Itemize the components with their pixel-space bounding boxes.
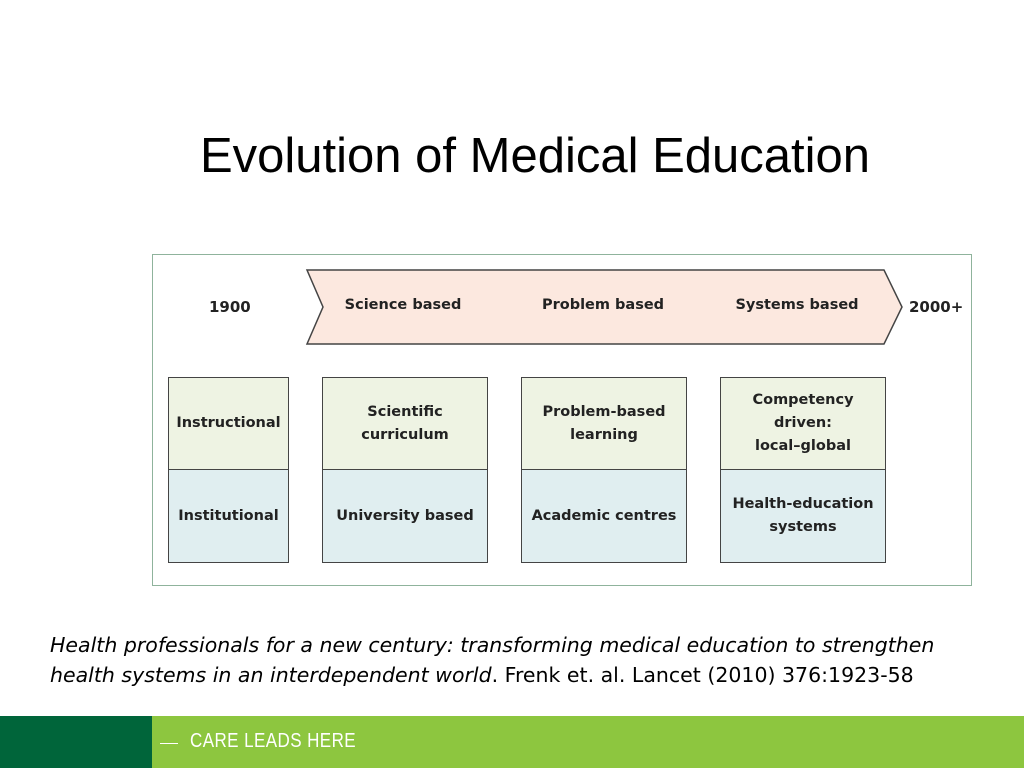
era-systems-based: Systems based xyxy=(735,297,859,313)
cell-label: Institutional xyxy=(178,507,279,524)
era-problem-based: Problem based xyxy=(541,297,665,313)
cell-label: Scientific curriculum xyxy=(361,403,449,443)
citation-title: Health professionals for a new century: transforming medical education to strengthen health systems in an interdependent world xyxy=(50,633,935,687)
footer-dark-block xyxy=(0,716,152,768)
era-science-based: Science based xyxy=(344,297,462,313)
footer-bar xyxy=(0,716,1024,768)
footer-tagline: CARE LEADS HERE xyxy=(190,730,357,752)
citation xyxy=(50,630,990,690)
column-top-cell xyxy=(323,378,487,470)
cell-label: University based xyxy=(336,507,474,524)
column-scientific xyxy=(322,377,488,563)
column-top-cell xyxy=(522,378,686,470)
column-bottom-cell xyxy=(721,470,885,562)
timeline-end-label: 2000+ xyxy=(909,298,964,316)
column-bottom-cell xyxy=(522,470,686,562)
footer-dash xyxy=(160,743,178,744)
cell-label: Competency driven: local–global xyxy=(752,392,854,454)
cell-label: Problem-based learning xyxy=(542,403,666,443)
column-bottom-cell xyxy=(323,470,487,562)
column-instructional xyxy=(168,377,289,563)
cell-label: Instructional xyxy=(176,415,281,431)
column-top-cell xyxy=(169,378,288,470)
slide-title: Evolution of Medical Education xyxy=(199,129,871,183)
column-top-cell xyxy=(721,378,885,470)
column-problem-based xyxy=(521,377,687,563)
column-competency xyxy=(720,377,886,563)
cell-label: Health-education systems xyxy=(732,496,874,535)
evolution-diagram xyxy=(152,254,972,586)
timeline-start-label: 1900 xyxy=(209,298,251,316)
cell-label: Academic centres xyxy=(531,507,677,524)
citation-source: . Frenk et. al. Lancet (2010) 376:1923-58 xyxy=(491,663,914,687)
column-bottom-cell xyxy=(169,470,288,562)
